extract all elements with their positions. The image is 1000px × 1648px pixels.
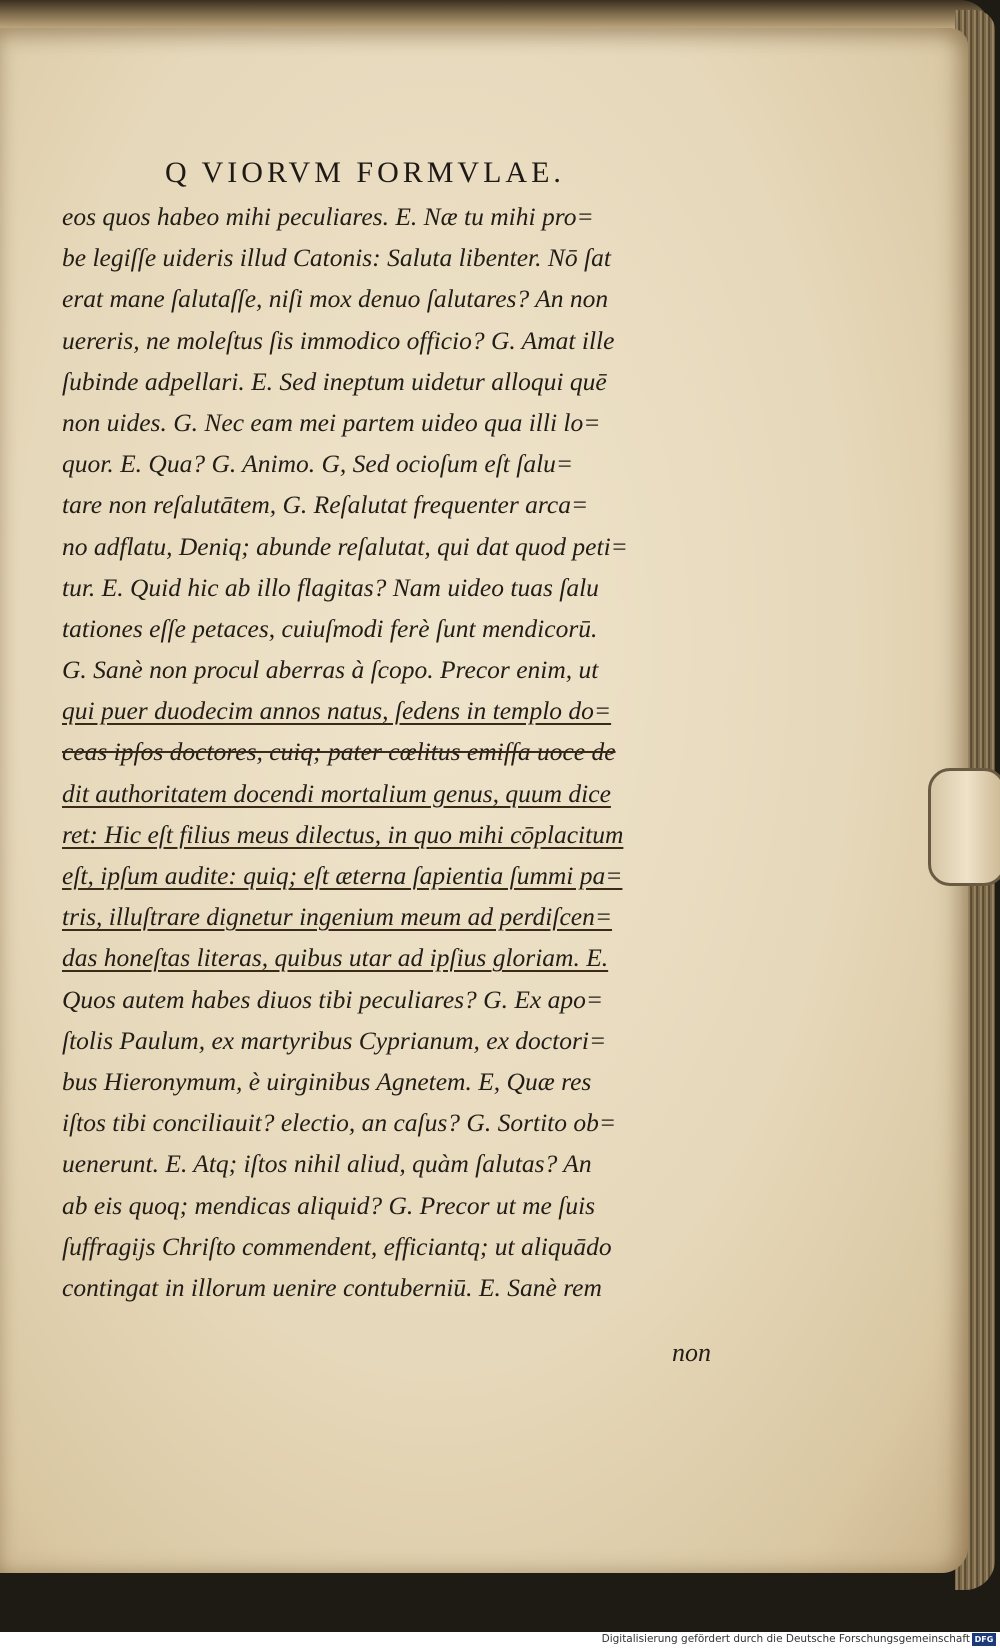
text-line: uenerunt. E. Atq; iſtos nihil aliud, quàm ſalutas? An — [62, 1149, 592, 1179]
text-block — [62, 196, 752, 1308]
text-line: eos quos habeo mihi peculiares. E. Næ tu mihi pro= — [62, 202, 594, 231]
text-line: no adflatu, Deniq; abunde reſalutat, qui dat quod peti= — [62, 531, 628, 561]
text-line: tur. E. Quid hic ab illo flagitas? Nam uideo tuas ſalu — [62, 572, 599, 602]
text-line: be legiſſe uideris illud Catonis: Saluta libenter. Nō ſat — [62, 243, 611, 273]
text-line: ab eis quoq; mendicas aliquid? G. Precor ut me ſuis — [62, 1190, 596, 1220]
catchword: non — [672, 1338, 711, 1367]
underlined-line: eſt, ipſum audite: quiq; eſt æterna ſapientia ſummi pa= — [62, 861, 623, 890]
text-line: bus Hieronymum, è uirginibus Agnetem. E, Quæ res — [62, 1066, 592, 1096]
underlined-line: tris, illuſtrare dignetur ingenium meum ad perdiſcen= — [62, 902, 613, 932]
struck-line: ceas ipſos doctores, cuiq; pater cœlitus emiſſa uoce de — [62, 737, 616, 767]
text-line: uereris, ne moleſtus ſis immodico officio? G. Amat ille — [62, 325, 615, 355]
text-line: tare non reſalutātem, G. Reſalutat frequenter arca= — [62, 490, 589, 520]
text-line: tationes eſſe petaces, cuiuſmodi ferè ſunt mendicorū. — [62, 613, 598, 643]
book-clasp — [928, 768, 1000, 886]
text-line: iſtos tibi conciliauit? electio, an caſus? G. Sortito ob= — [62, 1108, 617, 1138]
underlined-line: qui puer duodecim annos natus, ſedens in templo do= — [62, 696, 612, 726]
underlined-line: ret: Hic eſt filius meus dilectus, in quo mihi cōplacitum — [62, 819, 624, 849]
footer-credit: Digitalisierung gefördert durch die Deutsche Forschungsgemeinschaft — [601, 1633, 970, 1645]
text-line: ſubinde adpellari. E. Sed ineptum uidetur alloqui quē — [62, 366, 607, 396]
text-line: non uides. G. Nec eam mei partem uideo qua illi lo= — [62, 407, 601, 437]
running-head: Q VIORVM FORMVLAE. — [165, 156, 565, 189]
book-page — [0, 28, 968, 1573]
underlined-line: das honeſtas literas, quibus utar ad ipſius gloriam. E. — [62, 943, 609, 973]
text-line: ſtolis Paulum, ex martyribus Cyprianum, ex doctori= — [62, 1025, 607, 1055]
text-line: contingat in illorum uenire contuberniū. E. Sanè rem — [62, 1272, 602, 1302]
text-line: quor. E. Qua? G. Animo. G, Sed ocioſum eſt ſalu= — [62, 449, 574, 479]
underlined-line: dit authoritatem docendi mortalium genus, quum dice — [62, 778, 611, 808]
dfg-logo-icon: DFG — [972, 1633, 996, 1646]
text-line: erat mane ſalutaſſe, niſi mox denuo ſalutares? An non — [62, 284, 609, 314]
text-line: ſuffragijs Chriſto commendent, efficiantq; ut aliquādo — [62, 1231, 612, 1261]
text-line: G. Sanè non procul aberras à ſcopo. Precor enim, ut — [62, 655, 599, 685]
text-line: Quos autem habes diuos tibi peculiares? G. Ex apo= — [62, 984, 604, 1014]
